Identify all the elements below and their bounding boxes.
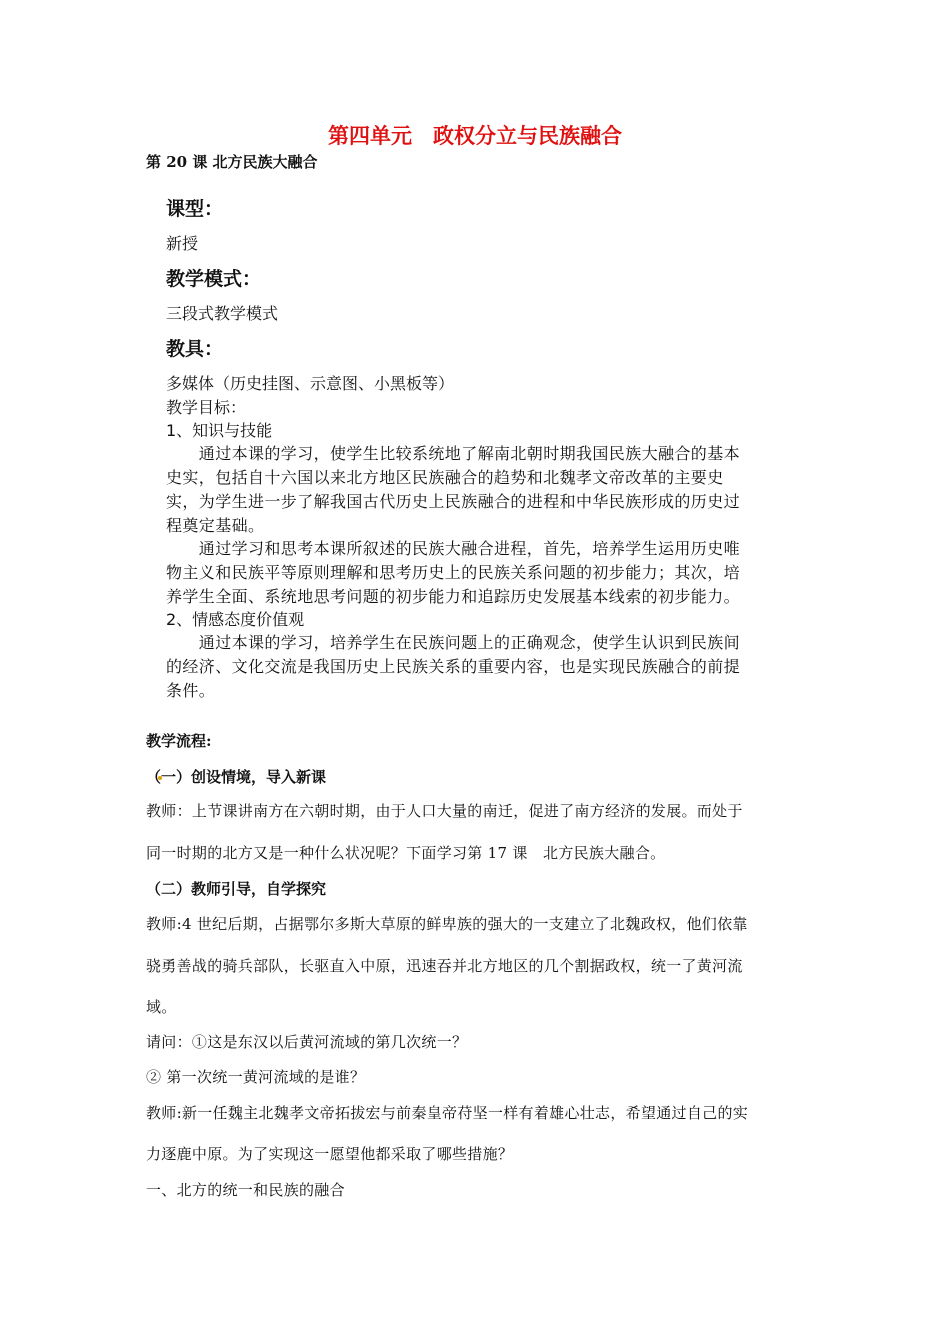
lesson-title: 第 20 课 北方民族大融合 — [146, 153, 318, 171]
lesson-type-heading: 课型： — [166, 198, 224, 220]
flow-line: 教师:新一任魏主北魏孝文帝拓拔宏与前秦皇帝苻坚一样有着雄心壮志，希望通过自己的实 — [146, 1104, 749, 1122]
flow-part1-heading: （一）创设情境，导入新课 — [146, 768, 327, 786]
objectives-heading: 教学目标： — [166, 398, 247, 417]
flow-line: 域。 — [146, 998, 177, 1016]
paragraph-line: 实，为学生进一步了解我国古代历史上民族融合的进程和中华民族形成的历史过 — [166, 492, 741, 511]
paragraph-line: 通过学习和思考本课所叙述的民族大融合进程，首先，培养学生运用历史唯 — [166, 539, 741, 558]
flow-line: 力逐鹿中原。为了实现这一愿望他都采取了哪些措施？ — [146, 1145, 514, 1163]
flow-line: 教师:4 世纪后期，占据鄂尔多斯大草原的鲜卑族的强大的一支建立了北魏政权，他们依靠 — [146, 915, 748, 933]
flow-line: ② 第一次统一黄河流域的是谁？ — [146, 1068, 366, 1086]
flow-title: 教学流程: — [146, 732, 212, 750]
teaching-tools-value: 多媒体（历史挂图、示意图、小黑板等） — [166, 374, 455, 393]
flow-line: 教师：上节课讲南方在六朝时期，由于人口大量的南迁，促进了南方经济的发展。而处于 — [146, 802, 743, 820]
paragraph-line: 养学生全面、系统地思考问题的初步能力和追踪历史发展基本线索的初步能力。 — [166, 587, 741, 606]
flow-part2-heading: （二）教师引导，自学探究 — [146, 880, 327, 898]
unit-title: 第四单元 政权分立与民族融合 — [328, 123, 622, 148]
paragraph-line: 的经济、文化交流是我国历史上民族关系的重要内容，也是实现民族融合的前提 — [166, 657, 741, 676]
paragraph-line: 程奠定基础。 — [166, 516, 265, 535]
objective-1-title: 1、知识与技能 — [166, 421, 273, 440]
flow-line: 请问：①这是东汉以后黄河流域的第几次统一？ — [146, 1033, 468, 1051]
paragraph-line: 条件。 — [166, 681, 216, 700]
objective-2-title: 2、情感态度价值观 — [166, 610, 305, 629]
teaching-mode-value: 三段式教学模式 — [166, 304, 279, 323]
paragraph-line: 史实，包括自十六国以来北方地区民族融合的趋势和北魏孝文帝改革的主要史 — [166, 468, 724, 487]
lesson-type-value: 新授 — [166, 234, 199, 253]
teaching-mode-heading: 教学模式： — [166, 268, 262, 290]
teaching-tools-heading: 教具： — [166, 338, 224, 360]
flow-line: 同一时期的北方又是一种什么状况呢？下面学习第 17 课 北方民族大融合。 — [146, 844, 666, 862]
paragraph-line: 通过本课的学习，培养学生在民族问题上的正确观念，使学生认识到民族间 — [166, 633, 741, 652]
flow-line: 一、北方的统一和民族的融合 — [146, 1181, 345, 1199]
paragraph-line: 通过本课的学习，使学生比较系统地了解南北朝时期我国民族大融合的基本 — [166, 444, 741, 463]
paragraph-line: 物主义和民族平等原则理解和思考历史上的民族关系问题的初步能力；其次，培 — [166, 563, 741, 582]
flow-line: 骁勇善战的骑兵部队，长驱直入中原，迅速吞并北方地区的几个割据政权，统一了黄河流 — [146, 957, 743, 975]
